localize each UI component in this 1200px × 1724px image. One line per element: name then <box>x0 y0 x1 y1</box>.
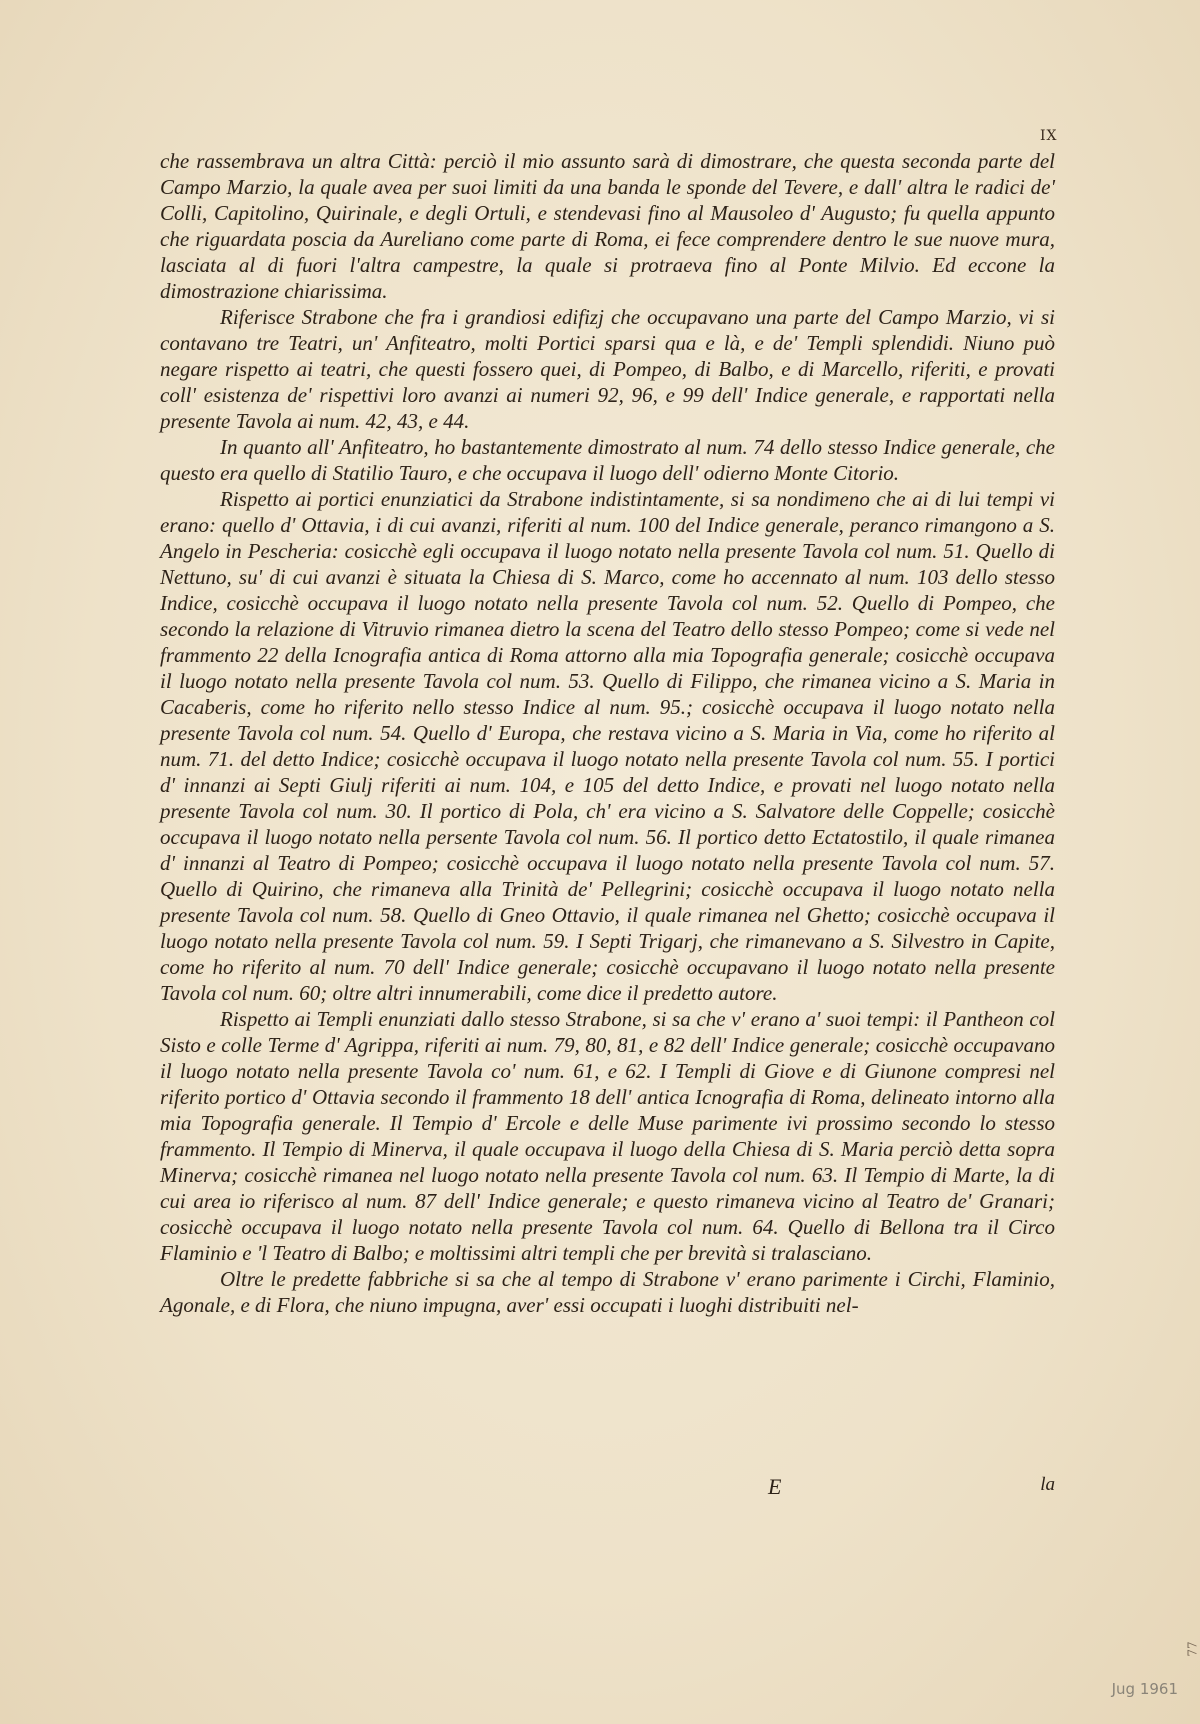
catchword: la <box>1040 1474 1055 1495</box>
paragraph-2: Riferisce Strabone che fra i grandiosi edifizj che occupavano una parte del Campo Marzio, vi si contavano tre Teatri, un' Anfiteatro, molti Portici sparsi qua e là, e de' Templi splendidi. Niuno può negare rispetto ai teatri, che questi fossero quei, di Pompeo, di Balbo, e di Marcello, riferiti, e provati coll' esistenza de' rispettivi loro avanzi ai numeri 92, 96, e 99 dell' Indice generale, e rapportati nella presente Tavola ai num. 42, 43, e 44. <box>160 305 1055 433</box>
paragraph-1: che rassembrava un altra Città: perciò il mio assunto sarà di dimostrare, che questa seconda parte del Campo Marzio, la quale avea per suoi limiti da una banda le sponde del Tevere, e dall' altra le radici de' Colli, Capitolino, Quirinale, e degli Ortuli, e stendevasi fino al Mausoleo d' Augusto; fu quella appunto che riguardata poscia da Aureliano come parte di Roma, ei fece comprendere dentro le sue nuove mura, lasciata al di fuori l'altra campestre, la quale si protraeva fino al Ponte Milvio. Ed eccone la dimostrazione chiarissima. <box>160 149 1055 303</box>
page-footer <box>160 1474 1055 1502</box>
signature-mark: E <box>768 1474 782 1499</box>
paragraph-4: Rispetto ai portici enunziatici da Strabone indistintamente, si sa nondimeno che ai di lui tempi vi erano: quello d' Ottavia, i di cui avanzi, riferiti al num. 100 del Indice generale, peranco rimangono a S. Angelo in Pescheria: cosicchè egli occupava il luogo notato nella presente Tavola col num. 51. Quello di Nettuno, su' di cui avanzi è situata la Chiesa di S. Marco, come ho accennato al num. 103 dello stesso Indice, cosicchè occupava il luogo notato nella presente Tavola col num. 52. Quello di Pompeo, che secondo la relazione di Vitruvio rimanea dietro la scena del Teatro dello stesso Pompeo; come si vede nel frammento 22 della Icnografia antica di Roma attorno alla mia Topografia generale; cosicchè occupava il luogo notato nella presente Tavola col num. 53. Quello di Filippo, che rimanea vicino a S. Maria in Cacaberis, come ho riferito nello stesso Indice al num. 95.; cosicchè occupava il luogo notato nella presente Tavola col num. 54. Quello d' Europa, che restava vicino a S. Maria in Via, come ho riferito al num. 71. del detto Indice; cosicchè occupava il luogo notato nella presente Tavola col num. 55. I portici d' innanzi ai Septi Giulj riferiti ai num. 104, e 105 del detto Indice, e provati nel luogo notato nella presente Tavola col num. 30. Il portico di Pola, ch' era vicino a S. Salvatore delle Coppelle; cosicchè occupava il luogo notato nella persente Tavola col num. 56. Il portico detto Ectatostilo, il quale rimanea d' innanzi al Teatro di Pompeo; cosicchè occupava il luogo notato nella presente Tavola col num. 57. Quello di Quirino, che rimaneva alla Trinità de' Pellegrini; cosicchè occupava il luogo notato nella presente Tavola col num. 58. Quello di Gneo Ottavio, il quale rimanea nel Ghetto; cosicchè occupava il luogo notato nella presente Tavola col num. 59. I Septi Trigarj, che rimanevano a S. Silvestro in Capite, come ho riferito al num. 70 dell' Indice generale; cosicchè occupavano il luogo notato nella presente Tavola col num. 60; oltre altri innumerabili, come dice il predetto autore. <box>160 487 1055 1005</box>
paragraph-6: Oltre le predette fabbriche si sa che al tempo di Strabone v' erano parimente i Circhi, Flaminio, Agonale, e di Flora, che niuno impugna, aver' essi occupati i luoghi distribuiti nel- <box>160 1267 1055 1317</box>
paragraph-5: Rispetto ai Templi enunziati dallo stesso Strabone, si sa che v' erano a' suoi tempi: il Pantheon col Sisto e colle Terme d' Agrippa, riferiti ai num. 79, 80, 81, e 82 dell' Indice generale; cosicchè occupavano il luogo notato nella presente Tavola co' num. 61, e 62. I Templi di Giove e di Giunone compresi nel riferito portico d' Ottavia secondo il frammento 18 dell' antica Icnografia di Roma, delineato intorno alla mia Topografia generale. Il Tempio d' Ercole e delle Muse parimente ivi prossimo secondo lo stesso frammento. Il Tempio di Minerva, il quale occupava il luogo della Chiesa di S. Maria perciò detta sopra Minerva; cosicchè rimanea nel luogo notato nella presente Tavola col num. 63. Il Tempio di Marte, la di cui area io riferisco al num. 87 dell' Indice generale; e questo rimaneva vicino al Teatro de' Granari; cosicchè occupava il luogo notato nella presente Tavola col num. 64. Quello di Bellona tra il Circo Flaminio e 'l Teatro di Balbo; e moltissimi altri templi che per brevità si tralasciano. <box>160 1007 1055 1265</box>
body-text <box>160 148 1055 1318</box>
margin-number: 77 <box>1185 1641 1200 1657</box>
paragraph-3: In quanto all' Anfiteatro, ho bastantemente dimostrato al num. 74 dello stesso Indice generale, che questo era quello di Statilio Tauro, e che occupava il luogo dell' odierno Monte Citorio. <box>160 435 1055 485</box>
pencil-annotation: Jug 1961 <box>1111 1680 1178 1698</box>
page-number: IX <box>1040 128 1058 144</box>
